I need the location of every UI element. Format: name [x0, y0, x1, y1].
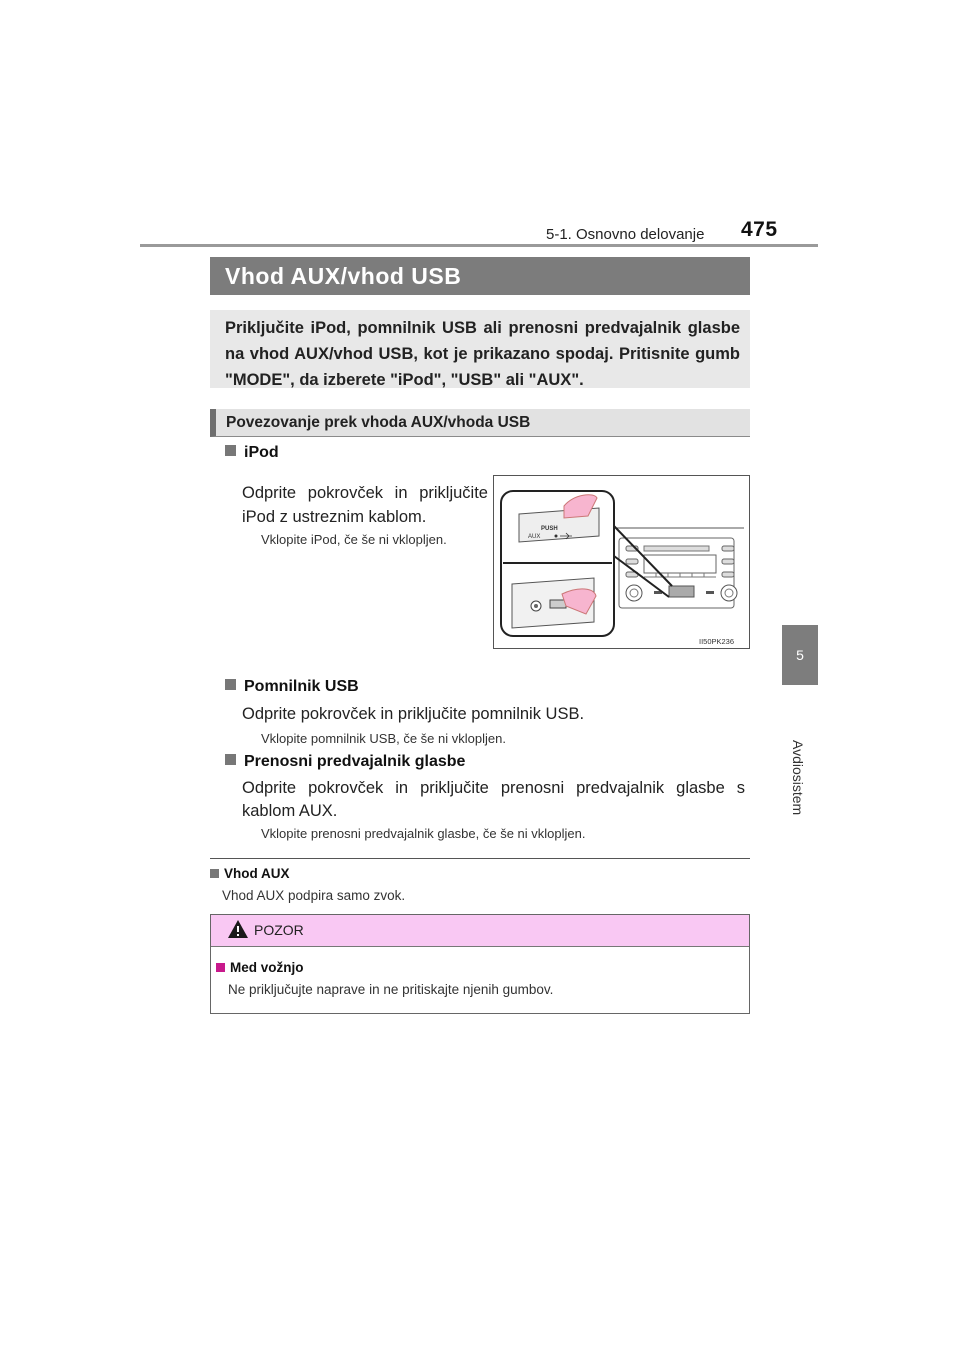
- aux-usb-illustration: [493, 475, 750, 649]
- page-number: 475: [741, 218, 778, 241]
- caution-box: [210, 914, 750, 1014]
- square-bullet-icon: [225, 679, 236, 690]
- push-label: PUSH: [541, 526, 558, 532]
- item-player-note: Vklopite prenosni predvajalnik glasbe, če še ni vklopljen.: [261, 826, 586, 841]
- square-bullet-icon: [225, 754, 236, 765]
- item-ipod-note: Vklopite iPod, če še ni vklopljen.: [261, 532, 447, 547]
- item-ipod-heading: iPod: [225, 444, 279, 462]
- item-player-heading: Prenosni predvajalnik glasbe: [225, 753, 465, 771]
- info-rule: [210, 858, 750, 859]
- subsection-header: Povezovanje prek vhoda AUX/vhoda USB: [210, 409, 750, 437]
- chapter-tab: 5: [782, 625, 818, 685]
- item-usb-note: Vklopite pomnilnik USB, če še ni vklopljen.: [261, 731, 506, 746]
- console-drawing: [494, 476, 749, 648]
- square-bullet-icon: [216, 963, 225, 972]
- page-title: Vhod AUX/vhod USB: [210, 257, 750, 295]
- caution-header: [211, 915, 749, 947]
- square-bullet-icon: [210, 869, 219, 878]
- item-usb-heading: Pomnilnik USB: [225, 678, 359, 696]
- item-ipod-text: Odprite pokrovček in priključite iPod z ustreznim kablom.: [242, 484, 488, 526]
- square-bullet-icon: [225, 445, 236, 456]
- aux-label: AUX: [528, 534, 541, 540]
- caution-label: POZOR: [254, 922, 304, 938]
- warning-icon: [227, 919, 249, 939]
- section-title: 5-1. Osnovno delovanje: [546, 226, 705, 243]
- item-player-text: Odprite pokrovček in priključite prenosni predvajalnik glasbe s kablom AUX.: [242, 779, 745, 820]
- illustration-code: II50PK236: [699, 637, 735, 646]
- item-usb-text: Odprite pokrovček in priključite pomnilnik USB.: [242, 705, 585, 723]
- header-rule: [140, 244, 818, 247]
- caution-text: Ne priključujte naprave in ne pritiskajte njenih gumbov.: [228, 982, 554, 997]
- info-text: Vhod AUX podpira samo zvok.: [222, 888, 406, 903]
- intro-box: Priključite iPod, pomnilnik USB ali prenosni predvajalnik glasbe na vhod AUX/vhod USB, kot je prikazano spodaj. Pritisnite gumb "MODE", da izberete "iPod", "USB" ali "AUX".: [210, 310, 750, 388]
- info-heading: Vhod AUX: [210, 866, 290, 881]
- caution-heading: Med vožnjo: [216, 960, 304, 975]
